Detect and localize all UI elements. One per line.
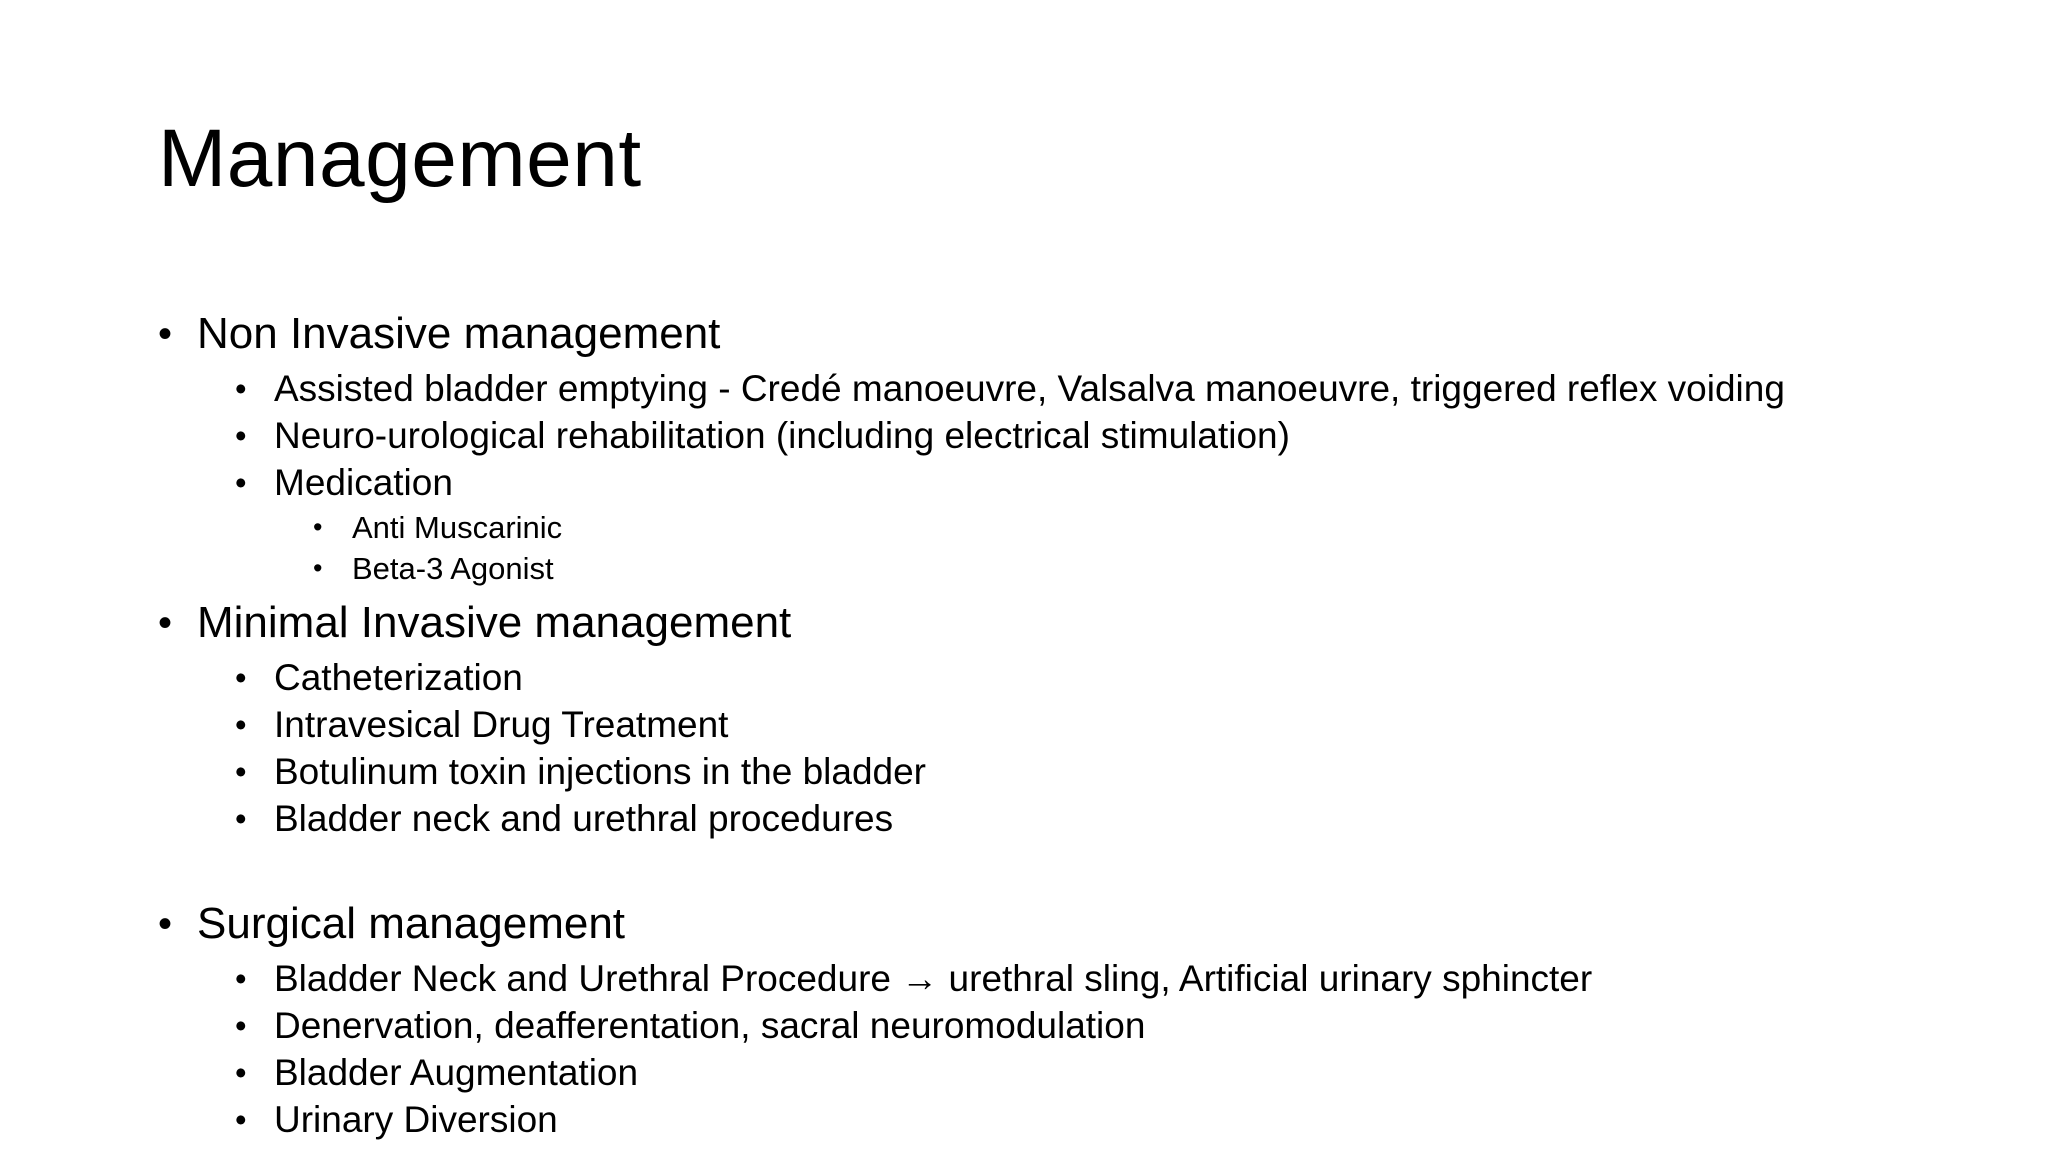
bullet-icon: • (235, 960, 247, 997)
arrow-right-icon: → (901, 958, 939, 999)
list-item: Medication (274, 462, 453, 503)
bullet-icon: • (235, 753, 247, 790)
bullet-icon: • (235, 464, 247, 501)
list-item-text: urethral sling, Artificial urinary sphincter (938, 958, 1593, 999)
bullet-icon: • (158, 902, 173, 946)
list-item: Catheterization (274, 657, 523, 698)
list-item: Bladder neck and urethral procedures (274, 798, 894, 839)
list-item-text: Bladder Neck and Urethral Procedure (274, 958, 902, 999)
list-item: Bladder Augmentation (274, 1052, 639, 1093)
list-item: Botulinum toxin injections in the bladder (274, 751, 926, 792)
bullet-icon: • (235, 800, 247, 837)
list-item: Intravesical Drug Treatment (274, 704, 729, 745)
list-item (274, 960, 1592, 997)
list-item: Neuro-urological rehabilitation (including electrical stimulation) (274, 415, 1290, 456)
bullet-icon: • (235, 659, 247, 696)
section-heading-non-invasive: Non Invasive management (197, 309, 721, 358)
section-heading-minimal-invasive: Minimal Invasive management (197, 598, 792, 647)
list-item: Urinary Diversion (274, 1099, 558, 1140)
sub-list-item: Anti Muscarinic (352, 510, 563, 545)
bullet-icon: • (235, 1054, 247, 1091)
section-heading-surgical: Surgical management (197, 899, 626, 948)
sub-list-item: Beta-3 Agonist (352, 551, 554, 586)
bullet-icon: • (158, 312, 173, 356)
bullet-icon: • (235, 417, 247, 454)
slide-title: Management (158, 113, 642, 204)
bullet-icon: • (235, 706, 247, 743)
bullet-icon: • (313, 512, 323, 542)
list-item: Denervation, deafferentation, sacral neuromodulation (274, 1005, 1146, 1046)
bullet-icon: • (235, 1101, 247, 1138)
bullet-icon: • (235, 370, 247, 407)
bullet-icon: • (235, 1007, 247, 1044)
bullet-icon: • (313, 553, 323, 583)
list-item: Assisted bladder emptying - Credé manoeuvre, Valsalva manoeuvre, triggered reflex voiding (274, 368, 1785, 409)
bullet-icon: • (158, 601, 173, 645)
